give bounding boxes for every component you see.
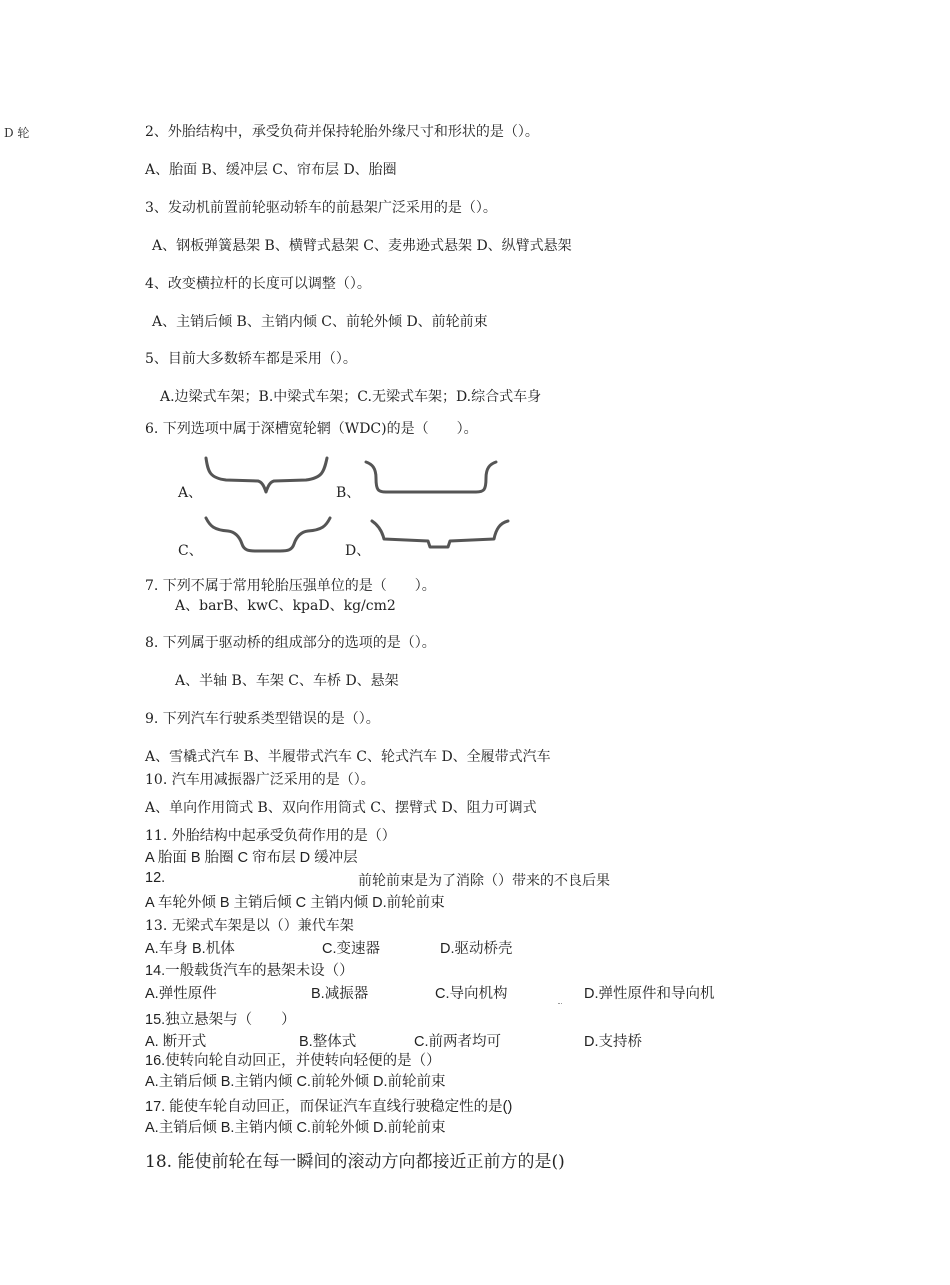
question-7-options: A、barB、kwC、kpaD、kg/cm2 <box>175 598 396 614</box>
question-5: 5、目前大多数轿车都是采用（）。 <box>145 351 357 367</box>
rim-option-d-label: D、 <box>345 543 371 559</box>
question-4: 4、改变横拉杆的长度可以调整（）。 <box>145 276 371 292</box>
question-3-options: A、钢板弹簧悬架 B、横臂式悬架 C、麦弗逊式悬架 D、纵臂式悬架 <box>152 238 572 254</box>
margin-text: D 轮 <box>4 126 30 140</box>
question-15-option-b: B.整体式 <box>299 1034 357 1050</box>
rim-a-profile <box>200 452 335 497</box>
question-10-options: A、单向作用筒式 B、双向作用筒式 C、摆臂式 D、阻力可调式 <box>145 800 537 816</box>
question-14-option-c: C.导向机构 <box>435 986 508 1002</box>
question-12: 前轮前束是为了消除（）带来的不良后果 <box>358 873 610 889</box>
question-8: 8. 下列属于驱动桥的组成部分的选项的是（）。 <box>145 635 436 651</box>
question-17: 17. 能使车轮自动回正，而保证汽车直线行驶稳定性的是() <box>145 1099 513 1115</box>
question-13: 13. 无梁式车架是以（）兼代车架 <box>145 918 354 934</box>
question-2: 2、外胎结构中，承受负荷并保持轮胎外缘尺寸和形状的是（）。 <box>145 124 539 140</box>
rim-b-profile <box>362 458 500 498</box>
question-12-options: A 车轮外倾 B 主销后倾 C 主销内倾 D.前轮前束 <box>145 895 445 911</box>
question-11-options: A 胎面 B 胎圈 C 帘布层 D 缓冲层 <box>145 850 358 866</box>
rim-option-c-label: C、 <box>178 543 203 559</box>
question-5-options: A.边梁式车架；B.中梁式车架；C.无梁式车架；D.综合式车身 <box>160 389 542 405</box>
question-13-option-d: D.驱动桥壳 <box>440 941 513 957</box>
question-14-option-a: A.弹性原件 <box>145 986 217 1002</box>
question-14-option-b: B.减振器 <box>311 986 369 1002</box>
question-14: 14.一般载货汽车的悬架未设（） <box>145 963 354 979</box>
question-4-options: A、主销后倾 B、主销内倾 C、前轮外倾 D、前轮前束 <box>152 314 488 330</box>
question-13-option-b: B.机体 <box>192 941 235 957</box>
rim-option-b-label: B、 <box>336 485 361 501</box>
question-9: 9. 下列汽车行驶系类型错误的是（）。 <box>145 711 380 727</box>
question-18: 18. 能使前轮在每一瞬间的滚动方向都接近正前方的是() <box>145 1152 565 1172</box>
question-15-option-a: A. 断开式 <box>145 1034 207 1050</box>
question-12-number: 12. <box>145 870 166 886</box>
question-6: 6. 下列选项中属于深槽宽轮辋（WDC)的是（ ）。 <box>145 421 478 437</box>
question-11: 11. 外胎结构中起承受负荷作用的是（） <box>145 828 396 844</box>
question-14-option-d: D.弹性原件和导向机 <box>584 986 715 1002</box>
stray-mark <box>558 1003 562 1007</box>
question-8-options: A、半轴 B、车架 C、车桥 D、悬架 <box>175 673 399 689</box>
question-2-options: A、胎面 B、缓冲层 C、帘布层 D、胎圈 <box>145 162 397 178</box>
question-16-options: A.主销后倾 B.主销内倾 C.前轮外倾 D.前轮前束 <box>145 1074 446 1090</box>
rim-option-a-label: A、 <box>178 485 203 501</box>
question-10: 10. 汽车用减振器广泛采用的是（）。 <box>145 772 375 788</box>
question-17-options: A.主销后倾 B.主销内倾 C.前轮外倾 D.前轮前束 <box>145 1120 446 1136</box>
question-16: 16.使转向轮自动回正，并使转向轻便的是（） <box>145 1053 441 1069</box>
question-3: 3、发动机前置前轮驱动轿车的前悬架广泛采用的是（）。 <box>145 200 497 216</box>
question-13-option-a: A.车身 <box>145 941 188 957</box>
question-15: 15.独立悬架与（ ） <box>145 1012 296 1028</box>
rim-d-profile <box>368 515 513 555</box>
question-13-option-c: C.变速器 <box>322 941 380 957</box>
question-15-option-d: D.支持桥 <box>584 1034 642 1050</box>
question-7: 7. 下列不属于常用轮胎压强单位的是（ ）。 <box>145 578 436 594</box>
question-9-options: A、雪橇式汽车 B、半履带式汽车 C、轮式汽车 D、全履带式汽车 <box>145 749 551 765</box>
question-15-option-c: C.前两者均可 <box>414 1034 501 1050</box>
rim-c-profile <box>200 512 338 557</box>
